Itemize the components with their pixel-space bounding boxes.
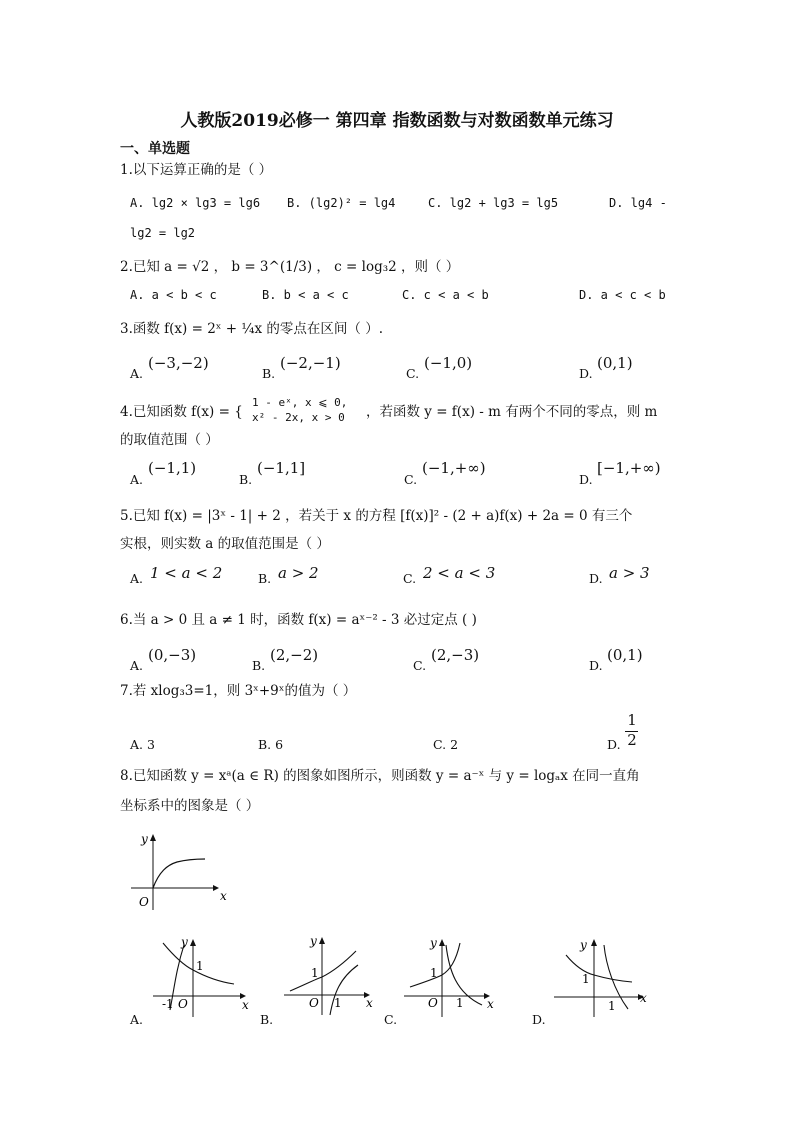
q8-option-d-graph xyxy=(552,935,657,1020)
q8-option-c-graph xyxy=(402,935,502,1020)
y-axis-arrow xyxy=(319,937,325,944)
y-axis-label: y xyxy=(181,935,188,949)
q4-piece-1: 1 - eˣ, x ⩽ 0, xyxy=(252,396,348,409)
q6-option-c-label: C. xyxy=(413,658,427,673)
q6-stem: 6.当 a > 0 且 a ≠ 1 时，函数 f(x) = aˣ⁻² - 3 必过定点 ( ) xyxy=(120,612,477,628)
y-axis-label: y xyxy=(430,936,437,950)
q7-option-d-denominator: 2 xyxy=(627,731,637,749)
q1-option-d: D. lg4 - xyxy=(609,196,667,210)
q2-option-b: B. b < a < c xyxy=(262,288,349,302)
q5-option-d-label: D. xyxy=(589,571,603,586)
q4-option-d: [−1,+∞) xyxy=(597,459,661,477)
q2-option-d: D. a < c < b xyxy=(579,288,666,302)
q6-option-d-label: D. xyxy=(589,658,603,673)
q7-option-b: B. 6 xyxy=(258,737,284,752)
tick-label-1-y: 1 xyxy=(430,966,438,980)
q6-option-d: (0,1) xyxy=(607,646,643,664)
tick-label-1-y: 1 xyxy=(311,966,319,980)
q5-option-b: a > 2 xyxy=(278,564,319,582)
q1-option-c: C. lg2 + lg3 = lg5 xyxy=(428,196,559,210)
q5-option-d: a > 3 xyxy=(609,564,650,582)
page-title: 人教版2019必修一 第四章 指数函数与对数函数单元练习 xyxy=(180,111,614,131)
q1-stem: 1.以下运算正确的是（ ） xyxy=(120,162,273,178)
q3-option-c-label: C. xyxy=(406,366,420,381)
tick-label-1-y: 1 xyxy=(582,972,590,986)
q5-option-c-label: C. xyxy=(403,571,417,586)
q4-stem-line2: 的取值范围（ ） xyxy=(120,432,219,448)
y-axis-arrow xyxy=(591,939,597,946)
q6-option-b-label: B. xyxy=(252,658,266,673)
q2-option-c: C. c < a < b xyxy=(402,288,489,302)
q8-option-a-label: A. xyxy=(130,1012,144,1027)
tick-label-neg-1: -1 xyxy=(162,997,174,1011)
q8-option-b-label: B. xyxy=(260,1012,274,1027)
q8-option-d-label: D. xyxy=(532,1012,546,1027)
q3-option-a-label: A. xyxy=(130,366,144,381)
y-axis-label: y xyxy=(141,832,148,846)
origin-label: O xyxy=(428,996,438,1010)
q5-option-a: 1 < a < 2 xyxy=(150,564,223,582)
q3-option-c: (−1,0) xyxy=(424,354,473,372)
tick-label-1: 1 xyxy=(196,959,204,973)
q4-option-a-label: A. xyxy=(130,472,144,487)
q4-option-d-label: D. xyxy=(579,472,593,487)
power-curve xyxy=(153,859,205,888)
x-axis-label: x xyxy=(487,997,494,1011)
q3-option-d: (0,1) xyxy=(597,354,633,372)
x-axis-label: x xyxy=(366,996,373,1010)
q4-stem-post: ，若函数 y = f(x) - m 有两个不同的零点，则 m xyxy=(366,404,658,420)
q3-option-b: (−2,−1) xyxy=(280,354,341,372)
q4-piece-2: x² - 2x, x > 0 xyxy=(252,411,345,424)
y-axis-label: y xyxy=(580,938,587,952)
tick-label-1-x: 1 xyxy=(608,999,616,1013)
q5-stem-line2: 实根，则实数 a 的取值范围是（ ） xyxy=(120,536,330,552)
q3-option-d-label: D. xyxy=(579,366,593,381)
q4-option-b: (−1,1] xyxy=(257,459,306,477)
q3-stem: 3.函数 f(x) = 2ˣ + ¼x 的零点在区间（ ）. xyxy=(120,321,383,337)
y-axis-arrow xyxy=(190,939,196,946)
origin-label: O xyxy=(178,997,188,1011)
q8-option-a-graph xyxy=(148,935,258,1020)
x-axis-label: x xyxy=(640,991,647,1005)
q3-option-a: (−3,−2) xyxy=(148,354,209,372)
y-axis-arrow xyxy=(150,834,156,841)
q7-option-d-label: D. xyxy=(607,737,621,752)
q8-stem-line2: 坐标系中的图象是（ ） xyxy=(120,798,260,814)
q4-option-c: (−1,+∞) xyxy=(422,459,486,477)
q6-option-b: (2,−2) xyxy=(270,646,319,664)
q7-stem: 7.若 xlog₃3=1，则 3ˣ+9ˣ的值为（ ） xyxy=(120,683,357,699)
y-axis-arrow xyxy=(439,939,445,946)
q5-option-c: 2 < a < 3 xyxy=(423,564,496,582)
q2-option-a: A. a < b < c xyxy=(130,288,217,302)
q7-option-d-numerator: 1 xyxy=(627,711,637,729)
q5-option-a-label: A. xyxy=(130,571,144,586)
q3-option-b-label: B. xyxy=(262,366,276,381)
origin-label: O xyxy=(309,996,319,1010)
q2-stem: 2.已知 a = √2 ， b = 3^(1/3) ， c = log₃2 ，则（ ） xyxy=(120,259,460,275)
tick-label-1-x: 1 xyxy=(334,996,342,1010)
q7-option-c: C. 2 xyxy=(433,737,459,752)
q8-option-c-label: C. xyxy=(384,1012,398,1027)
q6-option-a-label: A. xyxy=(130,658,144,673)
tick-label-1-x: 1 xyxy=(456,996,464,1010)
q8-option-b-graph xyxy=(282,933,382,1018)
q5-stem: 5.已知 f(x) = |3ˣ - 1| + 2 ，若关于 x 的方程 [f(x)]² - (2 + a)f(x) + 2a = 0 有三个 xyxy=(120,508,633,524)
given-power-function-graph xyxy=(125,828,235,913)
exponential-curve xyxy=(290,951,356,991)
x-axis-label: x xyxy=(220,889,227,903)
q4-stem-pre: 4.已知函数 f(x) = { xyxy=(120,404,243,420)
q8-stem: 8.已知函数 y = xᵃ(a ∈ R) 的图象如图所示，则函数 y = a⁻ˣ 与 y = logₐx 在同一直角 xyxy=(120,768,640,784)
q6-option-c: (2,−3) xyxy=(431,646,480,664)
x-axis-arrow xyxy=(213,885,219,891)
section-heading: 一、单选题 xyxy=(120,141,190,157)
q4-option-b-label: B. xyxy=(239,472,253,487)
x-axis-label: x xyxy=(242,998,249,1012)
q5-option-b-label: B. xyxy=(258,571,272,586)
origin-label: O xyxy=(139,895,149,909)
exponential-curve xyxy=(566,955,632,982)
q7-option-a: A. 3 xyxy=(130,737,155,752)
y-axis-label: y xyxy=(310,934,317,948)
q4-option-c-label: C. xyxy=(404,472,418,487)
q1-option-a: A. lg2 × lg3 = lg6 xyxy=(130,196,261,210)
q1-option-d-continued: lg2 = lg2 xyxy=(130,226,196,240)
q6-option-a: (0,−3) xyxy=(148,646,197,664)
q4-option-a: (−1,1) xyxy=(148,459,197,477)
q1-option-b: B. (lg2)² = lg4 xyxy=(287,196,396,210)
